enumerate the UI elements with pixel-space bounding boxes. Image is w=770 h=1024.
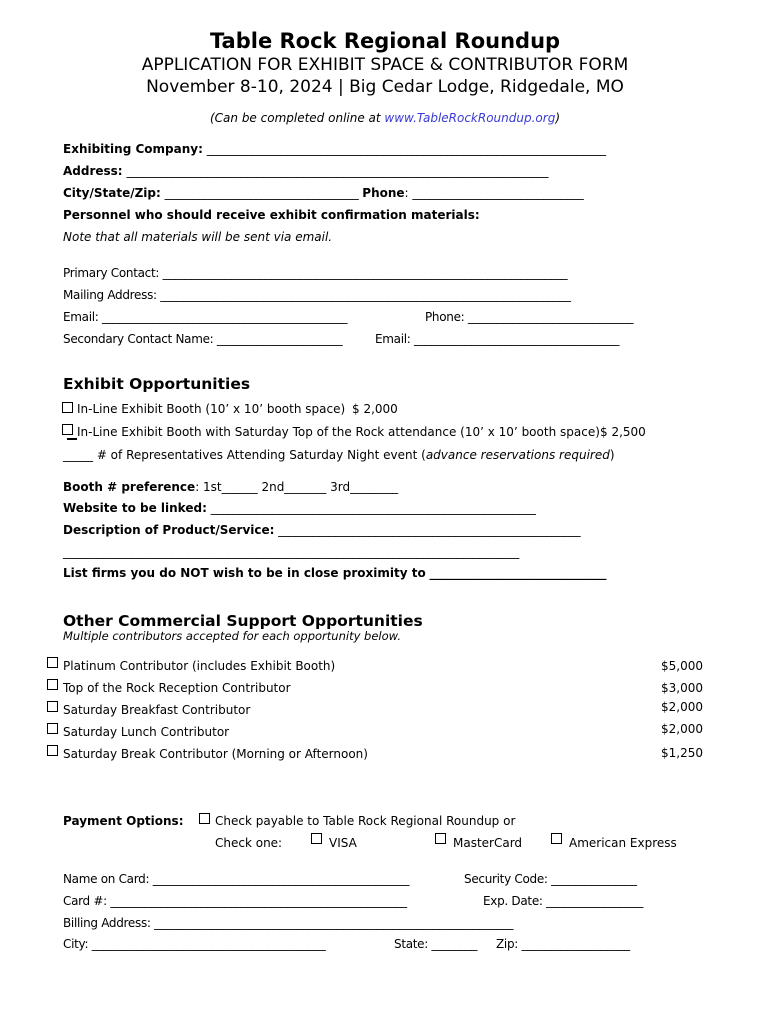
description-field[interactable]: _____________________________________________________ (278, 523, 581, 537)
break-checkbox[interactable] (47, 745, 58, 756)
exhibit-option-2-price: $ 2,500 (600, 425, 646, 439)
name-on-card-field[interactable]: Name on Card: _____________________________________________ (63, 872, 410, 886)
breakfast-price: $2,000 (661, 700, 703, 714)
city-state-zip-row: City/State/Zip: __________________________________ Phone: ______________________________ (63, 186, 584, 200)
checkbox-mark (67, 438, 77, 440)
commercial-heading: Other Commercial Support Opportunities (63, 612, 423, 630)
city-state-zip-label: City/State/Zip: (63, 186, 161, 200)
check-payment-checkbox[interactable] (199, 813, 210, 824)
breakfast-checkbox[interactable] (47, 701, 58, 712)
description-label: Description of Product/Service: (63, 523, 275, 537)
proximity-row (63, 567, 606, 579)
website-field[interactable]: _________________________________________________________ (210, 501, 536, 515)
exhibiting-company-field[interactable]: ______________________________________________________________________ (206, 142, 606, 156)
break-price: $1,250 (661, 746, 703, 760)
mastercard-label: MasterCard (453, 836, 523, 850)
state-field[interactable]: State: ________ (394, 937, 478, 951)
address-field[interactable]: __________________________________________________________________________ (126, 164, 549, 178)
email-field[interactable]: Email: ___________________________________________ (63, 310, 348, 324)
phone-label: Phone (362, 186, 405, 200)
check-payment-label: Check payable to Table Rock Regional Roundup or (215, 814, 516, 828)
proximity-label: List firms you do NOT wish to be in close proximity to (63, 566, 426, 580)
exhibit-heading: Exhibit Opportunities (63, 375, 251, 393)
address-row (63, 165, 548, 177)
description-field-2[interactable]: ________________________________________________________________________________ (63, 545, 520, 559)
break-label: Saturday Break Contributor (Morning or Afternoon) (63, 747, 368, 761)
breakfast-label: Saturday Breakfast Contributor (63, 703, 251, 717)
online-link[interactable]: www.TableRockRoundup.org (384, 111, 556, 125)
visa-label: VISA (329, 836, 357, 850)
platinum-checkbox[interactable] (47, 657, 58, 668)
secondary-contact-field[interactable]: Secondary Contact Name: ______________________ (63, 332, 343, 346)
mailing-address-field[interactable]: Mailing Address: ________________________________________________________________________ (63, 288, 571, 302)
security-code-field[interactable]: Security Code: _______________ (464, 872, 637, 886)
exhibit-option-2-checkbox[interactable] (62, 424, 73, 435)
personnel-label: Personnel who should receive exhibit confirmation materials: (63, 208, 480, 222)
city-state-zip-field[interactable]: __________________________________ (164, 186, 359, 200)
mastercard-checkbox[interactable] (435, 833, 446, 844)
online-note: (Can be completed online at www.TableRockRoundup.org) (209, 111, 561, 125)
event-date-location: November 8-10, 2024 | Big Cedar Lodge, Ridgedale, MO (146, 77, 624, 97)
platinum-price: $5,000 (661, 659, 703, 673)
exhibiting-company-label: Exhibiting Company: (63, 142, 203, 156)
address-label: Address: (63, 164, 123, 178)
description-row (63, 524, 580, 536)
exhibit-option-1-checkbox[interactable] (62, 402, 73, 413)
form-subtitle: APPLICATION FOR EXHIBIT SPACE & CONTRIBUTOR FORM (141, 55, 629, 75)
city-field[interactable]: City: _________________________________________ (63, 937, 326, 951)
payment-options-label: Payment Options: (63, 814, 184, 828)
booth-preference-row[interactable]: Booth # preference: 1st______ 2nd_______ 3rd________ (63, 480, 399, 494)
website-label: Website to be linked: (63, 501, 207, 515)
amex-checkbox[interactable] (551, 833, 562, 844)
card-number-field[interactable]: Card #: ____________________________________________________ (63, 894, 407, 908)
exp-date-field[interactable]: Exp. Date: _________________ (483, 894, 644, 908)
check-one-label: Check one: (215, 836, 283, 850)
lunch-price: $2,000 (661, 722, 703, 736)
exhibit-option-1-price: $ 2,000 (352, 402, 398, 416)
form-title: Table Rock Regional Roundup (209, 29, 561, 53)
representatives-row[interactable]: _____ # of Representatives Attending Saturday Night event (advance reservations required) (63, 448, 615, 462)
amex-label: American Express (569, 836, 677, 850)
lunch-checkbox[interactable] (47, 723, 58, 734)
phone-field[interactable]: ______________________________ (412, 186, 584, 200)
reception-checkbox[interactable] (47, 679, 58, 690)
reception-price: $3,000 (661, 681, 703, 695)
billing-address-field[interactable]: Billing Address: _______________________________________________________________ (63, 916, 514, 930)
contact-phone-field[interactable]: Phone: _____________________________ (425, 310, 634, 324)
platinum-label: Platinum Contributor (includes Exhibit Booth) (63, 659, 336, 673)
zip-field[interactable]: Zip: ___________________ (496, 937, 630, 951)
website-row (63, 502, 536, 514)
booth-preference-label: Booth # preference (63, 480, 196, 494)
proximity-field[interactable]: _______________________________ (429, 566, 607, 580)
visa-checkbox[interactable] (311, 833, 322, 844)
exhibit-option-1-label: In-Line Exhibit Booth (10’ x 10’ booth space) (77, 402, 346, 416)
materials-note: Note that all materials will be sent via email. (63, 230, 333, 244)
exhibiting-company-row (63, 143, 606, 155)
commercial-note: Multiple contributors accepted for each opportunity below. (63, 629, 401, 643)
lunch-label: Saturday Lunch Contributor (63, 725, 230, 739)
reception-label: Top of the Rock Reception Contributor (63, 681, 291, 695)
secondary-email-field[interactable]: Email: ____________________________________ (375, 332, 620, 346)
exhibit-option-2-label: In-Line Exhibit Booth with Saturday Top of the Rock attendance (10’ x 10’ booth space) (77, 425, 600, 439)
primary-contact-field[interactable]: Primary Contact: _______________________________________________________________________ (63, 266, 568, 280)
